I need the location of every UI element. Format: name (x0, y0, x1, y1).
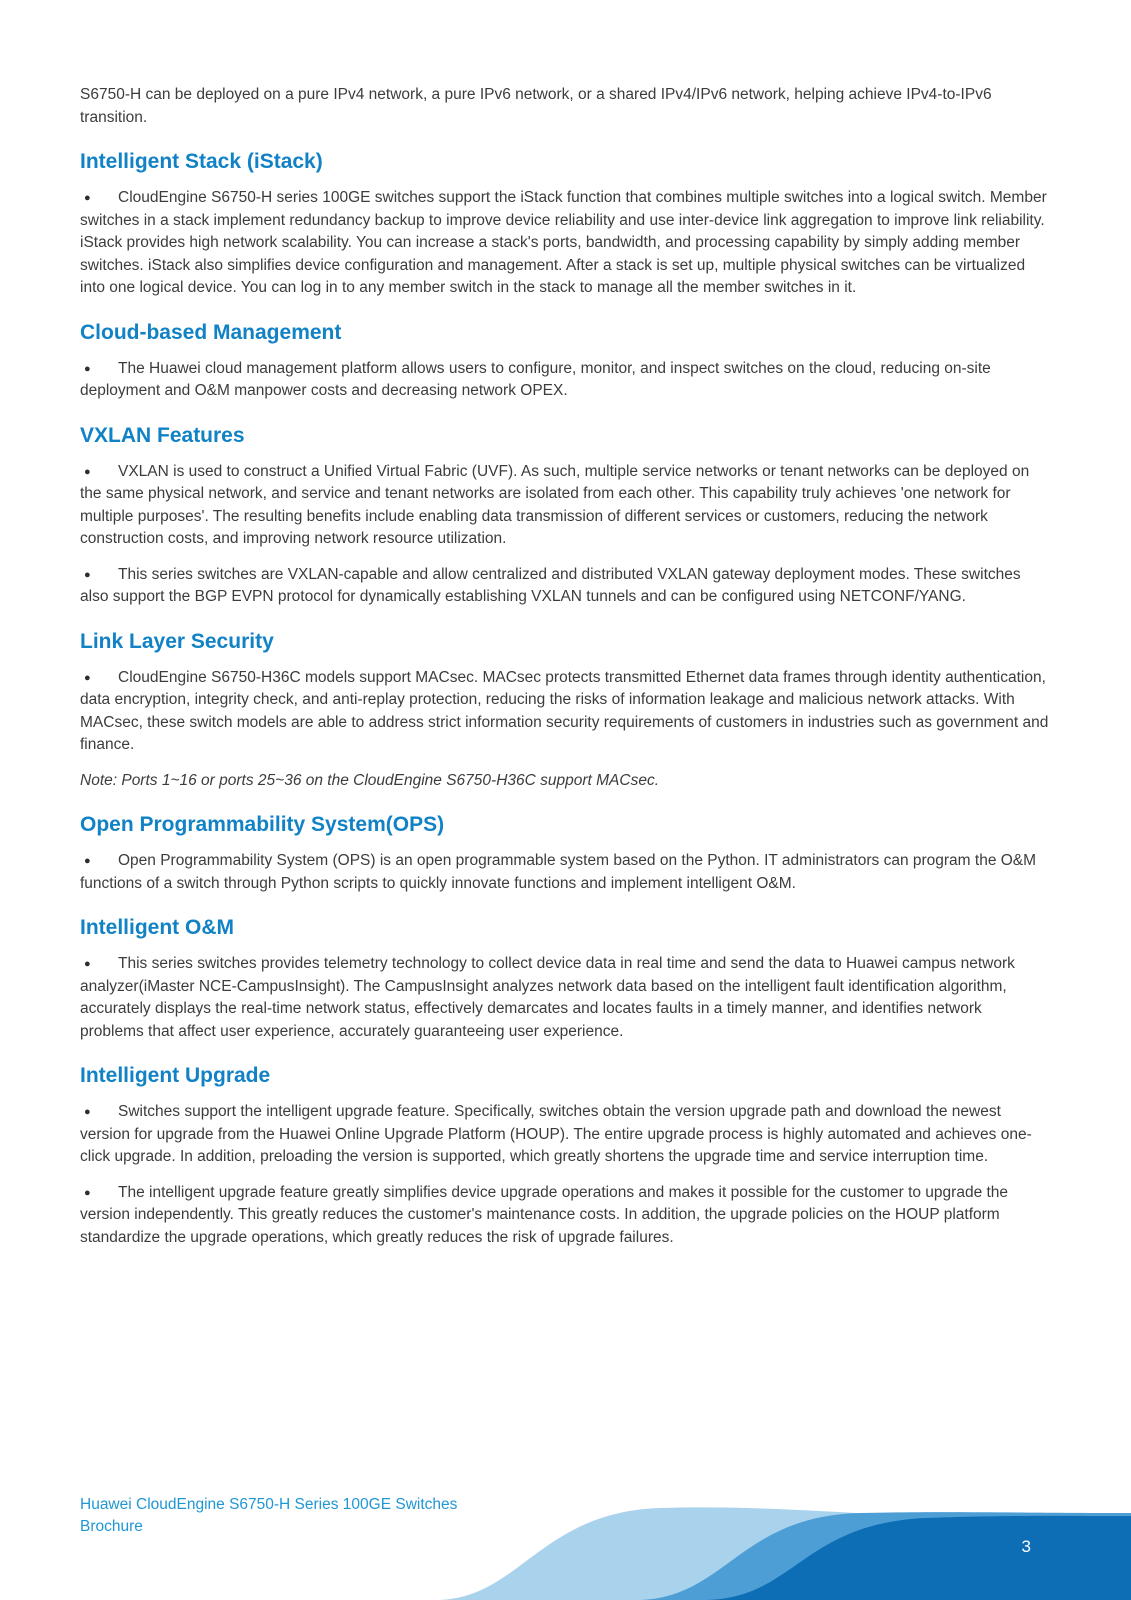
bullet-icon: ● (84, 568, 91, 581)
paragraph-text: Switches support the intelligent upgrade feature. Specifically, switches obtain the version upgrade path and download the newest version for upgrade from the Huawei Online Upgrade Platform (HOUP). The entire upgrade process is highly automated and achieves one-click upgrade. In addition, preloading the version is supported, which greatly shortens the upgrade time and service interruption time. (80, 1103, 1032, 1165)
section-vxlan-features (80, 423, 1049, 609)
section-intelligent-om (80, 915, 1049, 1043)
bullet-icon: ● (84, 855, 91, 867)
page-number: 3 (1021, 1537, 1031, 1556)
section-heading: Cloud-based Management (80, 320, 342, 344)
section-intelligent-stack (80, 149, 1049, 300)
paragraph-text: VXLAN is used to construct a Unified Virtual Fabric (UVF). As such, multiple service networks or tenant networks can be deployed on the same physical network, and service and tenant networks are isolated from each other. This capability truly achieves 'one network for multiple purposes'. The resulting benefits include enabling data transmission of different services or customers, reducing the network construction costs, and improving network resource utilization. (80, 462, 1030, 547)
intro-paragraph: S6750-H can be deployed on a pure IPv4 network, a pure IPv6 network, or a shared IPv4/IPv6 network, helping achieve IPv4-to-IPv6 transition. (80, 86, 992, 126)
section-heading: Intelligent Stack (iStack) (80, 150, 323, 173)
paragraph-text: This series switches are VXLAN-capable and allow centralized and distributed VXLAN gateway deployment modes. These switches also support the BGP EVPN protocol for dynamically establishing VXLAN tunnels and can be configured using NETCONF/YANG. (80, 565, 1021, 605)
bullet-paragraph (80, 953, 1049, 1043)
macsec-note: Note: Ports 1~16 or ports 25~36 on the CloudEngine S6750-H36C support MACsec. (80, 771, 660, 789)
bullet-paragraph (80, 187, 1049, 300)
paragraph-text: The Huawei cloud management platform allows users to configure, monitor, and inspect switches on the cloud, reducing on-site deployment and O&M manpower costs and decreasing network OPEX. (80, 359, 991, 399)
bullet-paragraph (80, 358, 1049, 403)
section-heading: Open Programmability System(OPS) (80, 813, 445, 836)
bullet-icon: ● (84, 465, 91, 478)
bullet-icon: ● (84, 958, 91, 970)
paragraph-text: CloudEngine S6750-H series 100GE switches support the iStack function that combines multiple switches into a logical switch. Member switches in a stack implement redundancy backup to improve device reliability and use inter-device link aggregation to improve link reliability. iStack provides high network scalability. You can increase a stack's ports, bandwidth, and processing capability by simply adding member switches. iStack also simplifies device configuration and management. After a stack is set up, multiple physical switches can be virtualized into one logical device. You can log in to any member switch in the stack to manage all the member switches in it. (80, 189, 1047, 296)
section-cloud-based-management (80, 320, 1049, 403)
footer-line2: Brochure (80, 1518, 143, 1535)
bullet-icon: ● (84, 1106, 91, 1118)
section-open-programmability (80, 812, 1049, 895)
paragraph-text: CloudEngine S6750-H36C models support MACsec. MACsec protects transmitted Ethernet data frames through identity authentication, data encryption, integrity check, and anti-replay protection, reducing the risks of information leakage and malicious network attacks. With MACsec, these switch models are able to address strict information security requirements of customers in industries such as government and finance. (80, 668, 1049, 753)
paragraph-text: The intelligent upgrade feature greatly simplifies device upgrade operations and makes it possible for the customer to upgrade the version independently. This greatly reduces the customer's maintenance costs. In addition, the upgrade policies on the HOUP platform standardize the upgrade operations, which greatly reduces the risk of upgrade failures. (80, 1183, 1009, 1246)
section-heading: VXLAN Features (80, 423, 245, 447)
bullet-icon: ● (84, 1186, 91, 1199)
bullet-icon: ● (84, 192, 91, 204)
bullet-paragraph (80, 850, 1049, 895)
section-heading: Intelligent O&M (80, 916, 234, 939)
bullet-paragraph (80, 1182, 1049, 1250)
bullet-paragraph (80, 461, 1049, 551)
bullet-paragraph (80, 667, 1049, 757)
bullet-paragraph (80, 1101, 1049, 1169)
section-link-layer-security (80, 629, 1049, 793)
paragraph-text: Open Programmability System (OPS) is an open programmable system based on the Python. IT administrators can program the O&M functions of a switch through Python scripts to quickly innovate functions and implement intelligent O&M. (80, 852, 1037, 892)
bullet-icon: ● (84, 671, 91, 684)
bullet-paragraph (80, 564, 1049, 609)
bullet-icon: ● (84, 362, 91, 375)
section-intelligent-upgrade (80, 1063, 1049, 1249)
footer-title (80, 1494, 457, 1538)
footer-line1: Huawei CloudEngine S6750-H Series 100GE Switches (80, 1496, 458, 1513)
paragraph-text: This series switches provides telemetry technology to collect device data in real time and send the data to Huawei campus network analyzer(iMaster NCE-CampusInsight). The CampusInsight analyzes network data based on the intelligent fault identification algorithm, accurately displays the real-time network status, effectively demarcates and locates faults in a timely manner, and identifies network problems that affect user experience, accurately guaranteeing user experience. (80, 955, 1015, 1040)
section-heading: Intelligent Upgrade (80, 1064, 271, 1087)
section-heading: Link Layer Security (80, 629, 274, 653)
